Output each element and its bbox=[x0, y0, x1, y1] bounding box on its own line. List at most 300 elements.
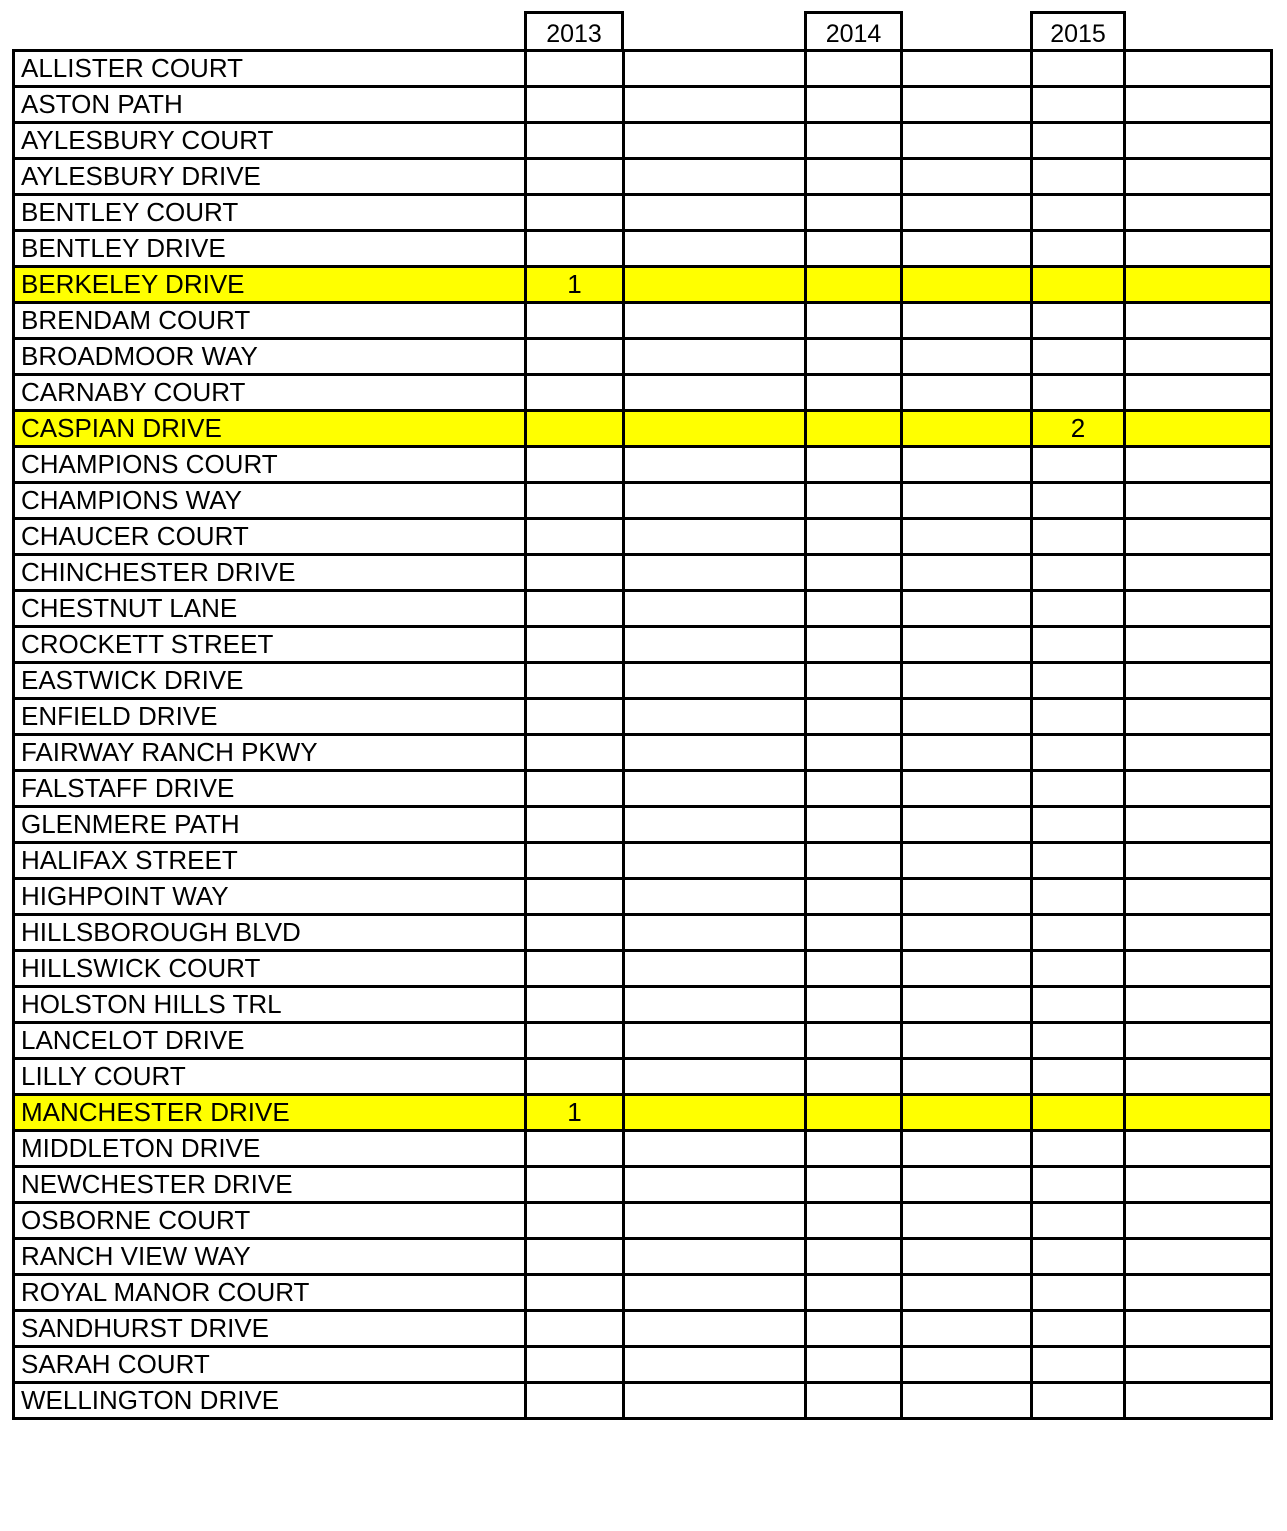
table-row bbox=[14, 303, 1272, 339]
spacer-cell bbox=[1125, 1383, 1272, 1419]
spacer-cell bbox=[902, 807, 1032, 843]
spacer-cell bbox=[902, 1275, 1032, 1311]
count-2013-cell bbox=[526, 663, 624, 699]
header-year-2014: 2014 bbox=[804, 11, 903, 51]
spacer-cell bbox=[1125, 987, 1272, 1023]
spacer-cell bbox=[902, 51, 1032, 87]
count-2014-cell bbox=[806, 1383, 902, 1419]
count-2013-cell bbox=[526, 87, 624, 123]
street-name-cell: EASTWICK DRIVE bbox=[14, 663, 526, 699]
spacer-cell bbox=[624, 663, 806, 699]
street-name-cell: SARAH COURT bbox=[14, 1347, 526, 1383]
spacer-cell bbox=[624, 1275, 806, 1311]
table-row bbox=[14, 879, 1272, 915]
spacer-cell bbox=[1125, 627, 1272, 663]
table-row bbox=[14, 591, 1272, 627]
count-2013-cell bbox=[526, 879, 624, 915]
count-2015-cell bbox=[1032, 231, 1125, 267]
count-2015-cell bbox=[1032, 51, 1125, 87]
street-name-cell: LANCELOT DRIVE bbox=[14, 1023, 526, 1059]
spacer-cell bbox=[624, 843, 806, 879]
spacer-cell bbox=[624, 483, 806, 519]
table-row bbox=[14, 519, 1272, 555]
table-row bbox=[14, 987, 1272, 1023]
spacer-cell bbox=[624, 555, 806, 591]
count-2014-cell bbox=[806, 303, 902, 339]
spacer-cell bbox=[624, 1167, 806, 1203]
count-2014-cell bbox=[806, 339, 902, 375]
spacer-cell bbox=[902, 123, 1032, 159]
street-name-cell: BROADMOOR WAY bbox=[14, 339, 526, 375]
count-2015-cell: 2 bbox=[1032, 411, 1125, 447]
count-2014-cell bbox=[806, 735, 902, 771]
spacer-cell bbox=[902, 411, 1032, 447]
table-row bbox=[14, 1059, 1272, 1095]
count-2013-cell: 1 bbox=[526, 1095, 624, 1131]
spacer-cell bbox=[624, 123, 806, 159]
spacer-cell bbox=[902, 519, 1032, 555]
spacer-cell bbox=[902, 627, 1032, 663]
spacer-cell bbox=[902, 1095, 1032, 1131]
spacer-cell bbox=[902, 1311, 1032, 1347]
spacer-cell bbox=[902, 987, 1032, 1023]
count-2014-cell bbox=[806, 195, 902, 231]
spacer-cell bbox=[1125, 1095, 1272, 1131]
spacer-cell bbox=[902, 1239, 1032, 1275]
spacer-cell bbox=[1125, 51, 1272, 87]
spacer-cell bbox=[902, 231, 1032, 267]
spacer-cell bbox=[1125, 1311, 1272, 1347]
street-name-cell: HILLSBOROUGH BLVD bbox=[14, 915, 526, 951]
table-row bbox=[14, 915, 1272, 951]
count-2014-cell bbox=[806, 987, 902, 1023]
count-2015-cell bbox=[1032, 1131, 1125, 1167]
spacer-cell bbox=[1125, 303, 1272, 339]
spacer-cell bbox=[1125, 195, 1272, 231]
table-row bbox=[14, 1347, 1272, 1383]
spacer-cell bbox=[624, 627, 806, 663]
spacer-cell bbox=[1125, 1131, 1272, 1167]
spacer-cell bbox=[1125, 483, 1272, 519]
count-2014-cell bbox=[806, 519, 902, 555]
spacer-cell bbox=[902, 375, 1032, 411]
spacer-cell bbox=[1125, 663, 1272, 699]
count-2015-cell bbox=[1032, 1311, 1125, 1347]
spacer-cell bbox=[624, 375, 806, 411]
count-2013-cell bbox=[526, 195, 624, 231]
spacer-cell bbox=[902, 1383, 1032, 1419]
count-2013-cell bbox=[526, 591, 624, 627]
spacer-cell bbox=[624, 1239, 806, 1275]
spacer-cell bbox=[624, 411, 806, 447]
count-2013-cell bbox=[526, 1131, 624, 1167]
count-2013-cell bbox=[526, 771, 624, 807]
spacer-cell bbox=[1125, 735, 1272, 771]
count-2014-cell bbox=[806, 1167, 902, 1203]
spacer-cell bbox=[624, 1203, 806, 1239]
spacer-cell bbox=[902, 843, 1032, 879]
street-name-cell: ENFIELD DRIVE bbox=[14, 699, 526, 735]
spacer-cell bbox=[624, 339, 806, 375]
spacer-cell bbox=[624, 1311, 806, 1347]
table-row bbox=[14, 51, 1272, 87]
count-2014-cell bbox=[806, 123, 902, 159]
count-2015-cell bbox=[1032, 339, 1125, 375]
count-2013-cell bbox=[526, 519, 624, 555]
count-2014-cell bbox=[806, 1203, 902, 1239]
street-name-cell: HILLSWICK COURT bbox=[14, 951, 526, 987]
count-2015-cell bbox=[1032, 1059, 1125, 1095]
count-2014-cell bbox=[806, 843, 902, 879]
spacer-cell bbox=[624, 1023, 806, 1059]
spacer-cell bbox=[902, 951, 1032, 987]
header-year-2013: 2013 bbox=[524, 11, 624, 51]
count-2015-cell bbox=[1032, 879, 1125, 915]
count-2014-cell bbox=[806, 411, 902, 447]
street-name-cell: SANDHURST DRIVE bbox=[14, 1311, 526, 1347]
count-2015-cell bbox=[1032, 1383, 1125, 1419]
street-name-cell: GLENMERE PATH bbox=[14, 807, 526, 843]
spacer-cell bbox=[902, 483, 1032, 519]
count-2014-cell bbox=[806, 555, 902, 591]
count-2013-cell bbox=[526, 1275, 624, 1311]
count-2014-cell bbox=[806, 663, 902, 699]
count-2013-cell bbox=[526, 735, 624, 771]
street-name-cell: HOLSTON HILLS TRL bbox=[14, 987, 526, 1023]
spacer-cell bbox=[1125, 807, 1272, 843]
spacer-cell bbox=[902, 555, 1032, 591]
spacer-cell bbox=[902, 339, 1032, 375]
spacer-cell bbox=[1125, 231, 1272, 267]
spacer-cell bbox=[902, 195, 1032, 231]
count-2014-cell bbox=[806, 627, 902, 663]
count-2015-cell bbox=[1032, 159, 1125, 195]
count-2013-cell bbox=[526, 483, 624, 519]
spacer-cell bbox=[624, 735, 806, 771]
count-2015-cell bbox=[1032, 555, 1125, 591]
count-2013-cell bbox=[526, 1059, 624, 1095]
spacer-cell bbox=[902, 1203, 1032, 1239]
spacer-cell bbox=[902, 447, 1032, 483]
spacer-cell bbox=[902, 915, 1032, 951]
count-2014-cell bbox=[806, 483, 902, 519]
table-row bbox=[14, 1095, 1272, 1131]
count-2014-cell bbox=[806, 807, 902, 843]
spacer-cell bbox=[624, 951, 806, 987]
spacer-cell bbox=[1125, 1347, 1272, 1383]
street-name-cell: MIDDLETON DRIVE bbox=[14, 1131, 526, 1167]
spacer-cell bbox=[902, 735, 1032, 771]
spacer-cell bbox=[624, 915, 806, 951]
spacer-cell bbox=[624, 267, 806, 303]
count-2014-cell bbox=[806, 1131, 902, 1167]
spacer-cell bbox=[624, 987, 806, 1023]
count-2013-cell bbox=[526, 1347, 624, 1383]
street-name-cell: CHAUCER COURT bbox=[14, 519, 526, 555]
count-2015-cell bbox=[1032, 771, 1125, 807]
spacer-cell bbox=[902, 267, 1032, 303]
count-2014-cell bbox=[806, 1275, 902, 1311]
spacer-cell bbox=[624, 159, 806, 195]
table-row bbox=[14, 1311, 1272, 1347]
count-2013-cell bbox=[526, 951, 624, 987]
count-2013-cell bbox=[526, 51, 624, 87]
table-row bbox=[14, 231, 1272, 267]
count-2013-cell bbox=[526, 1023, 624, 1059]
count-2013-cell bbox=[526, 699, 624, 735]
table-row bbox=[14, 483, 1272, 519]
street-name-cell: BENTLEY DRIVE bbox=[14, 231, 526, 267]
count-2013-cell bbox=[526, 375, 624, 411]
count-2015-cell bbox=[1032, 267, 1125, 303]
count-2014-cell bbox=[806, 771, 902, 807]
street-name-cell: CHAMPIONS COURT bbox=[14, 447, 526, 483]
spacer-cell bbox=[902, 1059, 1032, 1095]
count-2013-cell bbox=[526, 843, 624, 879]
spacer-cell bbox=[624, 447, 806, 483]
spacer-cell bbox=[1125, 591, 1272, 627]
count-2015-cell bbox=[1032, 1203, 1125, 1239]
count-2013-cell: 1 bbox=[526, 267, 624, 303]
count-2014-cell bbox=[806, 375, 902, 411]
spacer-cell bbox=[1125, 123, 1272, 159]
spacer-cell bbox=[1125, 375, 1272, 411]
spacer-cell bbox=[624, 303, 806, 339]
street-name-cell: CHESTNUT LANE bbox=[14, 591, 526, 627]
street-name-cell: NEWCHESTER DRIVE bbox=[14, 1167, 526, 1203]
spacer-cell bbox=[624, 1059, 806, 1095]
count-2013-cell bbox=[526, 1239, 624, 1275]
count-2015-cell bbox=[1032, 735, 1125, 771]
table-row bbox=[14, 555, 1272, 591]
spacer-cell bbox=[1125, 1059, 1272, 1095]
spacer-cell bbox=[902, 1131, 1032, 1167]
spacer-cell bbox=[902, 159, 1032, 195]
street-name-cell: ROYAL MANOR COURT bbox=[14, 1275, 526, 1311]
count-2015-cell bbox=[1032, 195, 1125, 231]
count-2014-cell bbox=[806, 267, 902, 303]
street-name-cell: RANCH VIEW WAY bbox=[14, 1239, 526, 1275]
table-row bbox=[14, 663, 1272, 699]
spacer-cell bbox=[1125, 951, 1272, 987]
count-2015-cell bbox=[1032, 915, 1125, 951]
spacer-cell bbox=[624, 771, 806, 807]
table-row bbox=[14, 447, 1272, 483]
street-name-cell: CROCKETT STREET bbox=[14, 627, 526, 663]
table-row bbox=[14, 411, 1272, 447]
count-2015-cell bbox=[1032, 123, 1125, 159]
count-2014-cell bbox=[806, 51, 902, 87]
spacer-cell bbox=[1125, 879, 1272, 915]
spacer-cell bbox=[1125, 555, 1272, 591]
count-2013-cell bbox=[526, 1167, 624, 1203]
count-2015-cell bbox=[1032, 627, 1125, 663]
spacer-cell bbox=[1125, 339, 1272, 375]
spacer-cell bbox=[902, 699, 1032, 735]
spacer-cell bbox=[624, 1131, 806, 1167]
count-2013-cell bbox=[526, 627, 624, 663]
count-2014-cell bbox=[806, 699, 902, 735]
header-year-2015: 2015 bbox=[1030, 11, 1126, 51]
count-2015-cell bbox=[1032, 843, 1125, 879]
spacer-cell bbox=[624, 699, 806, 735]
count-2015-cell bbox=[1032, 303, 1125, 339]
count-2014-cell bbox=[806, 1023, 902, 1059]
street-name-cell: AYLESBURY DRIVE bbox=[14, 159, 526, 195]
count-2015-cell bbox=[1032, 1167, 1125, 1203]
count-2014-cell bbox=[806, 1059, 902, 1095]
spacer-cell bbox=[1125, 519, 1272, 555]
spacer-cell bbox=[1125, 447, 1272, 483]
spacer-cell bbox=[624, 1347, 806, 1383]
count-2013-cell bbox=[526, 123, 624, 159]
spacer-cell bbox=[902, 879, 1032, 915]
count-2014-cell bbox=[806, 87, 902, 123]
table-row bbox=[14, 1131, 1272, 1167]
count-2014-cell bbox=[806, 591, 902, 627]
count-2013-cell bbox=[526, 411, 624, 447]
street-name-cell: CHINCHESTER DRIVE bbox=[14, 555, 526, 591]
count-2013-cell bbox=[526, 339, 624, 375]
count-2015-cell bbox=[1032, 987, 1125, 1023]
table-row bbox=[14, 123, 1272, 159]
table-row bbox=[14, 1167, 1272, 1203]
street-name-cell: BERKELEY DRIVE bbox=[14, 267, 526, 303]
spacer-cell bbox=[1125, 1167, 1272, 1203]
count-2015-cell bbox=[1032, 1095, 1125, 1131]
count-2015-cell bbox=[1032, 591, 1125, 627]
table-row bbox=[14, 1383, 1272, 1419]
street-name-cell: LILLY COURT bbox=[14, 1059, 526, 1095]
spacer-cell bbox=[624, 231, 806, 267]
street-name-cell: WELLINGTON DRIVE bbox=[14, 1383, 526, 1419]
street-name-cell: HALIFAX STREET bbox=[14, 843, 526, 879]
table-row bbox=[14, 699, 1272, 735]
spacer-cell bbox=[902, 591, 1032, 627]
street-name-cell: FALSTAFF DRIVE bbox=[14, 771, 526, 807]
street-name-cell: BRENDAM COURT bbox=[14, 303, 526, 339]
table-row bbox=[14, 1239, 1272, 1275]
street-name-cell: CARNABY COURT bbox=[14, 375, 526, 411]
street-name-cell: MANCHESTER DRIVE bbox=[14, 1095, 526, 1131]
spacer-cell bbox=[1125, 159, 1272, 195]
count-2015-cell bbox=[1032, 1347, 1125, 1383]
spacer-cell bbox=[624, 591, 806, 627]
spacer-cell bbox=[1125, 1203, 1272, 1239]
count-2014-cell bbox=[806, 951, 902, 987]
street-name-cell: ALLISTER COURT bbox=[14, 51, 526, 87]
count-2015-cell bbox=[1032, 1275, 1125, 1311]
street-name-cell: CHAMPIONS WAY bbox=[14, 483, 526, 519]
spacer-cell bbox=[1125, 87, 1272, 123]
count-2014-cell bbox=[806, 447, 902, 483]
table-row bbox=[14, 735, 1272, 771]
count-2015-cell bbox=[1032, 951, 1125, 987]
table-row bbox=[14, 159, 1272, 195]
count-2013-cell bbox=[526, 915, 624, 951]
spacer-cell bbox=[624, 51, 806, 87]
spacer-cell bbox=[624, 1383, 806, 1419]
table-row bbox=[14, 843, 1272, 879]
count-2014-cell bbox=[806, 159, 902, 195]
spacer-cell bbox=[902, 1347, 1032, 1383]
count-2014-cell bbox=[806, 231, 902, 267]
count-2015-cell bbox=[1032, 1023, 1125, 1059]
street-name-cell: CASPIAN DRIVE bbox=[14, 411, 526, 447]
spacer-cell bbox=[624, 195, 806, 231]
count-2013-cell bbox=[526, 231, 624, 267]
street-name-cell: HIGHPOINT WAY bbox=[14, 879, 526, 915]
street-name-cell: BENTLEY COURT bbox=[14, 195, 526, 231]
table-row bbox=[14, 339, 1272, 375]
table-row bbox=[14, 1023, 1272, 1059]
count-2014-cell bbox=[806, 1239, 902, 1275]
table-row bbox=[14, 627, 1272, 663]
count-2013-cell bbox=[526, 1383, 624, 1419]
count-2013-cell bbox=[526, 1311, 624, 1347]
spacer-cell bbox=[624, 879, 806, 915]
count-2013-cell bbox=[526, 1203, 624, 1239]
spacer-cell bbox=[902, 771, 1032, 807]
table-row bbox=[14, 87, 1272, 123]
count-2013-cell bbox=[526, 555, 624, 591]
table-row bbox=[14, 375, 1272, 411]
count-2015-cell bbox=[1032, 375, 1125, 411]
street-name-cell: FAIRWAY RANCH PKWY bbox=[14, 735, 526, 771]
count-2013-cell bbox=[526, 807, 624, 843]
count-2013-cell bbox=[526, 303, 624, 339]
street-table bbox=[12, 49, 1273, 1420]
count-2015-cell bbox=[1032, 1239, 1125, 1275]
spacer-cell bbox=[1125, 411, 1272, 447]
spacer-cell bbox=[1125, 1239, 1272, 1275]
spacer-cell bbox=[1125, 843, 1272, 879]
count-2013-cell bbox=[526, 159, 624, 195]
spacer-cell bbox=[902, 663, 1032, 699]
table-row bbox=[14, 951, 1272, 987]
street-name-cell: OSBORNE COURT bbox=[14, 1203, 526, 1239]
spacer-cell bbox=[902, 1167, 1032, 1203]
count-2015-cell bbox=[1032, 447, 1125, 483]
spacer-cell bbox=[1125, 1023, 1272, 1059]
count-2014-cell bbox=[806, 1095, 902, 1131]
spacer-cell bbox=[624, 1095, 806, 1131]
count-2014-cell bbox=[806, 1311, 902, 1347]
table-row bbox=[14, 1275, 1272, 1311]
street-name-cell: AYLESBURY COURT bbox=[14, 123, 526, 159]
street-name-cell: ASTON PATH bbox=[14, 87, 526, 123]
spacer-cell bbox=[1125, 1275, 1272, 1311]
spacer-cell bbox=[624, 519, 806, 555]
spacer-cell bbox=[624, 87, 806, 123]
spacer-cell bbox=[1125, 267, 1272, 303]
table-row bbox=[14, 1203, 1272, 1239]
table-row bbox=[14, 195, 1272, 231]
count-2015-cell bbox=[1032, 483, 1125, 519]
count-2015-cell bbox=[1032, 699, 1125, 735]
count-2015-cell bbox=[1032, 663, 1125, 699]
count-2013-cell bbox=[526, 447, 624, 483]
count-2015-cell bbox=[1032, 807, 1125, 843]
spacer-cell bbox=[1125, 915, 1272, 951]
spacer-cell bbox=[902, 1023, 1032, 1059]
table-row bbox=[14, 807, 1272, 843]
spacer-cell bbox=[1125, 771, 1272, 807]
count-2015-cell bbox=[1032, 519, 1125, 555]
count-2014-cell bbox=[806, 879, 902, 915]
spacer-cell bbox=[902, 87, 1032, 123]
street-table-body bbox=[14, 51, 1272, 1419]
